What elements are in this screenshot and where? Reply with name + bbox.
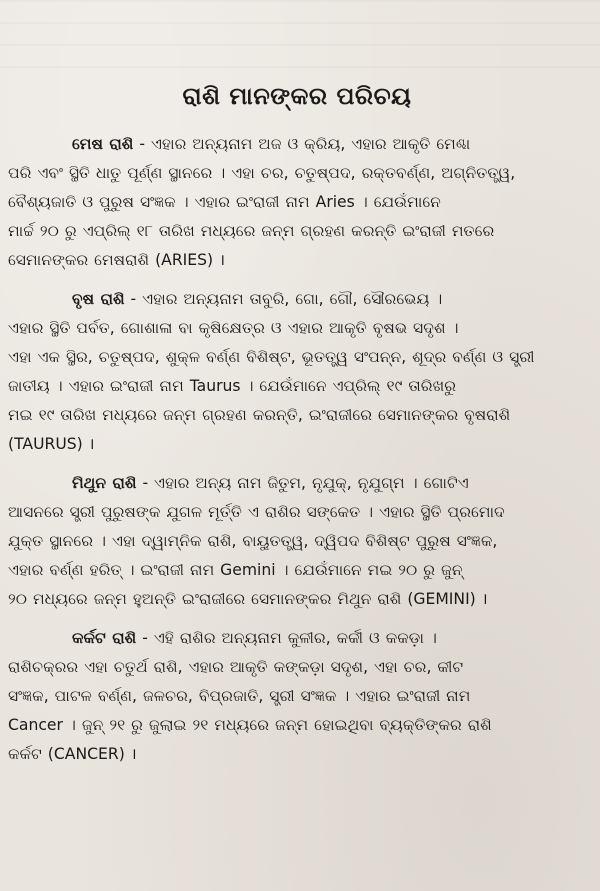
section-line: ଏହା ଏକ ସ୍ଥିର, ଚତୁଷ୍ପଦ, ଶୁକ୍ଳ ବର୍ଣ୍ଣ ବିଶିଷ୍ଟ, ଭୂତତ୍ତ୍ୱ ସଂପନ୍ନ, ଶୂଦ୍ର ବର୍ଣ୍ଣ ଓ ସ୍ତ୍ରୀ xyxy=(8,348,535,366)
section-heading: ମିଥୁନ ରାଶି xyxy=(72,474,137,492)
bleed-through-background xyxy=(0,0,600,70)
section-line: ମଇ ୧୯ ତାରିଖ ମଧ୍ୟରେ ଜନ୍ମ ଗ୍ରହଣ କରନ୍ତି, ଇଂରାଜୀରେ ସେମାନଙ୍କର ବୃଷରାଶି xyxy=(8,406,511,424)
section-line: ପରି ଏବଂ ସ୍ଥିତି ଧାତୁ ପୂର୍ଣ୍ଣ ସ୍ଥାନରେ । ଏହା ଚର, ଚତୁଷ୍ପଦ, ରକ୍ତବର୍ଣ୍ଣ, ଅଗ୍ନିତତ୍ତ୍ୱ, xyxy=(8,164,516,182)
section-line: ଏହାର ସ୍ଥିତି ପର୍ବତ, ଗୋଶାଳା ବା କୃଷିକ୍ଷେତ୍ର ଓ ଏହାର ଆକୃତି ବୃଷଭ ସଦୃଶ । xyxy=(8,319,459,337)
section-karkata xyxy=(8,624,586,769)
section-first-line xyxy=(8,285,586,314)
section-mesha xyxy=(8,130,586,275)
section-line: ରାଶିଚକ୍ରର ଏହା ଚତୁର୍ଥ ରାଶି, ଏହାର ଆକୃତି କଙ୍କଡ଼ା ସଦୃଶ, ଏହା ଚର, କୀଟ xyxy=(8,658,464,676)
section-line: ଏହାର ବର୍ଣ୍ଣ ହରିତ୍ । ଇଂରାଜୀ ନାମ Gemini । ଯେଉଁମାନେ ମଇ ୨୦ ରୁ ଜୁନ୍ xyxy=(8,561,463,579)
section-line: କର୍କଟ (CANCER) । xyxy=(8,745,137,763)
section-line: ଜାତୀୟ । ଏହାର ଇଂରାଜୀ ନାମ Taurus । ଯେଉଁମାନେ ଏପ୍ରିଲ୍ ୧୯ ତାରିଖରୁ xyxy=(8,377,457,395)
section-heading: ବୃଷ ରାଶି xyxy=(72,290,125,308)
section-brusha xyxy=(8,285,586,459)
page-title: ରାଶି ମାନଙ୍କର ପରିଚୟ xyxy=(182,82,412,110)
section-line: - ଏହାର ଅନ୍ୟନାମ ତାବୁରି, ଗୋ, ଗୌ, ସୌରଭେୟ । xyxy=(124,290,443,308)
section-line: ଯୁକ୍ତ ସ୍ଥାନରେ । ଏହା ଦ୍ୱାମ୍ନିକ ରାଶି, ବାୟୁତତ୍ତ୍ୱ, ଦ୍ୱିପଦ ବିଶିଷ୍ଟ ପୁରୁଷ ସଂଜ୍ଞକ, xyxy=(8,532,498,550)
section-first-line xyxy=(8,130,586,159)
section-mithuna xyxy=(8,469,586,614)
section-line: - ଏହାର ଅନ୍ୟନାମ ଅଜ ଓ କ୍ରିୟ, ଏହାର ଆକୃତି ମେଣ୍ଢା xyxy=(133,135,471,153)
section-line: ବୈଶ୍ୟଜାତି ଓ ପୁରୁଷ ସଂଜ୍ଞକ । ଏହାର ଇଂରାଜୀ ନାମ Aries । ଯେଉଁମାନେ xyxy=(8,193,441,211)
section-line: ଆସନରେ ସ୍ତ୍ରୀ ପୁରୁଷଙ୍କ ଯୁଗଳ ମୂର୍ତ୍ତି ଏ ରାଶିର ସଙ୍କେତ । ଏହାର ସ୍ଥିତି ପ୍ରମୋଦ xyxy=(8,503,505,521)
section-heading: କର୍କଟ ରାଶି xyxy=(72,629,137,647)
section-line: ସେମାନଙ୍କର ମେଷରାଶି (ARIES) । xyxy=(8,251,225,269)
section-line: ୨୦ ମଧ୍ୟରେ ଜନ୍ମ ହୁଅନ୍ତି ଇଂରାଜୀରେ ସେମାନଙ୍କର ମିଥୁନ ରାଶି (GEMINI) । xyxy=(8,590,488,608)
section-line: ମାର୍ଚ୍ଚ ୨୦ ରୁ ଏପ୍ରିଲ୍ ୧୮ ତାରିଖ ମଧ୍ୟରେ ଜନ୍ମ ଗ୍ରହଣ କରନ୍ତି ଇଂରାଜୀ ମତରେ xyxy=(8,222,495,240)
section-first-line xyxy=(8,469,586,498)
section-line: Cancer । ଜୁନ୍ ୨୧ ରୁ ଜୁଲାଇ ୨୧ ମଧ୍ୟରେ ଜନ୍ମ ହୋଇଥିବା ବ୍ୟକ୍ତିଙ୍କର ରାଶି xyxy=(8,716,492,734)
section-first-line xyxy=(8,624,586,653)
section-line: ସଂଜ୍ଞକ, ପାଟଳ ବର୍ଣ୍ଣ, ଜଳଚର, ବିପ୍ରଜାତି, ସ୍ତ୍ରୀ ସଂଜ୍ଞକ । ଏହାର ଇଂରାଜୀ ନାମ xyxy=(8,687,471,705)
section-line: (TAURUS) । xyxy=(8,435,95,453)
section-line: - ଏହାର ଅନ୍ୟ ନାମ ଜିତୁମ, ନୃଯୁକ୍, ନୃଯୁଗ୍ମ । ଗୋଟିଏ xyxy=(136,474,469,492)
section-line: - ଏହି ରାଶିର ଅନ୍ୟନାମ କୁଳୀର, କର୍କୀ ଓ କକଡ଼ା । xyxy=(136,629,437,647)
section-heading: ମେଷ ରାଶି xyxy=(72,135,134,153)
